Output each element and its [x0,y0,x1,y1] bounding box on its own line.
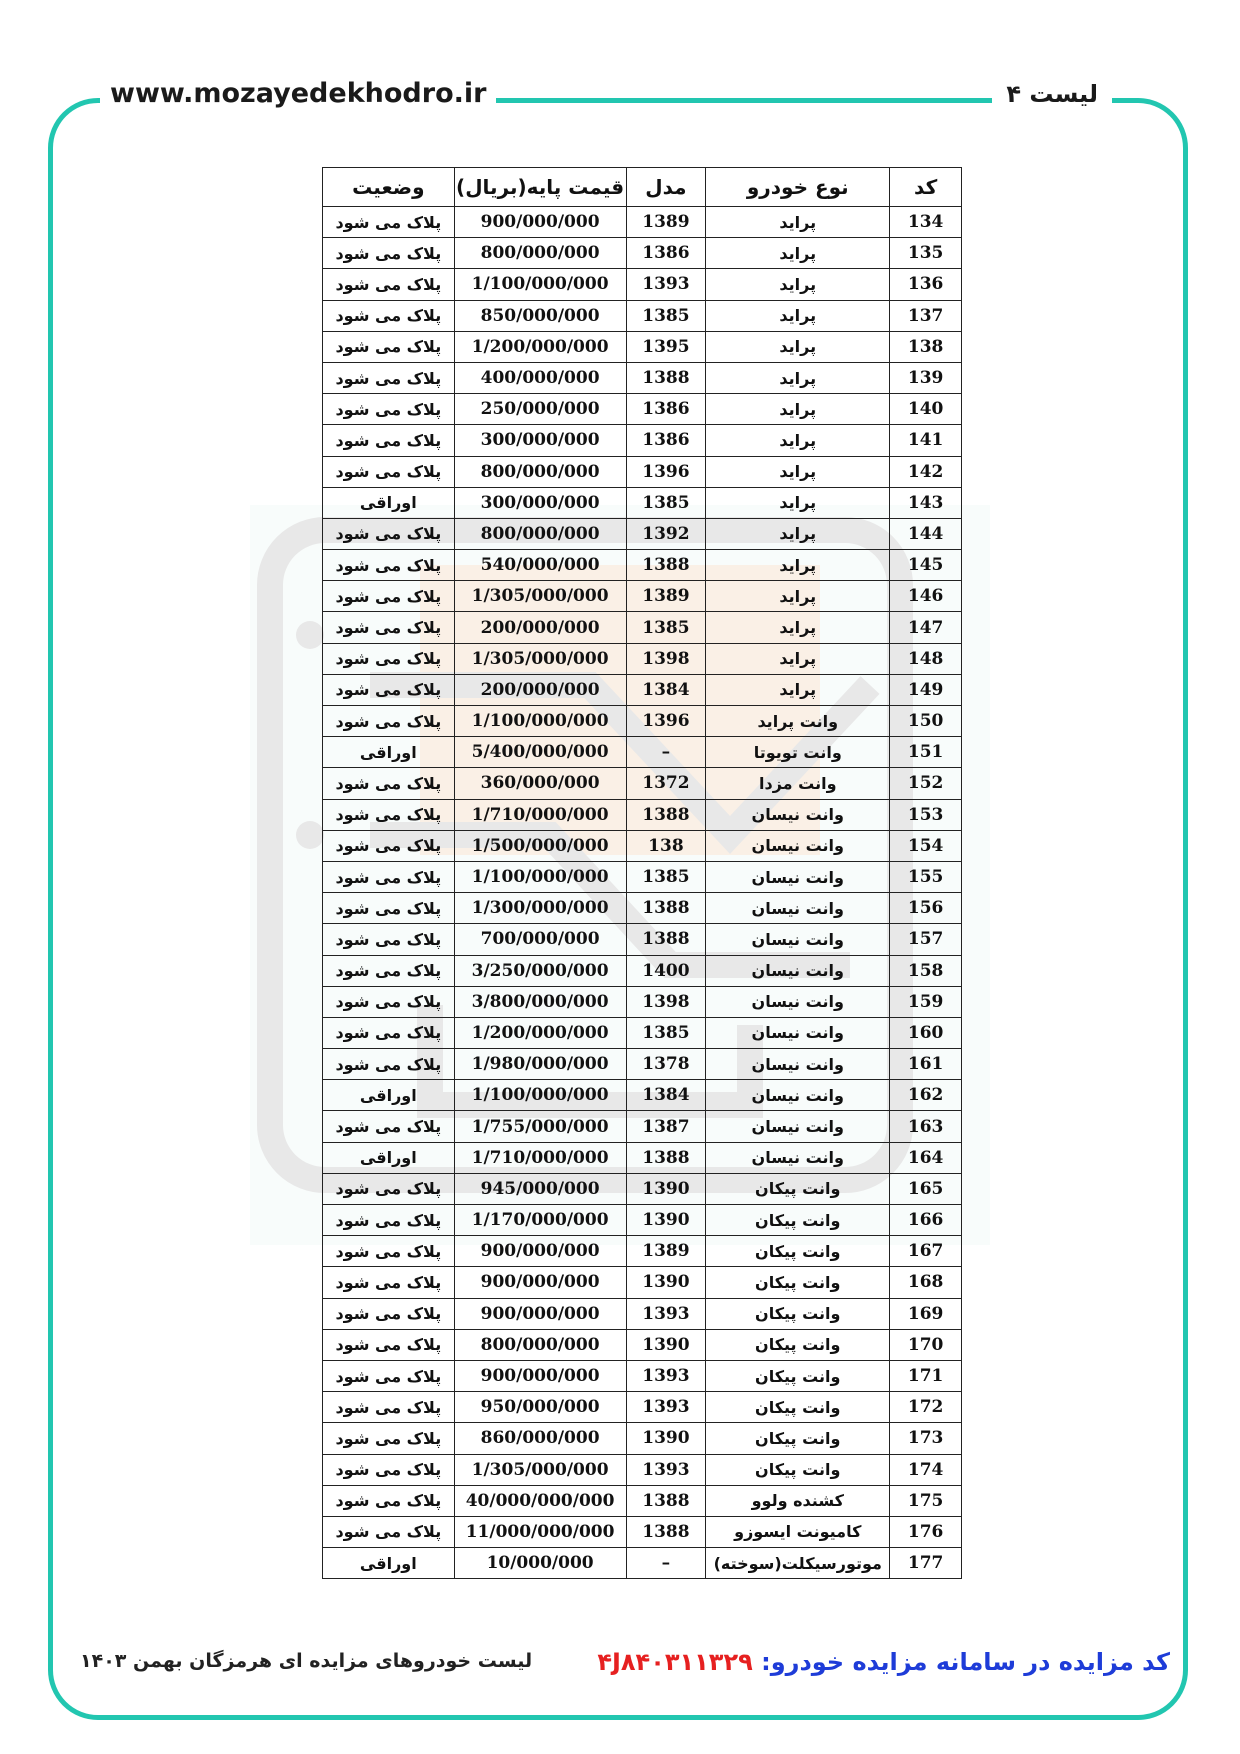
table-row [323,674,962,705]
row-code: 158 [890,955,962,986]
table-row [323,1329,962,1360]
row-car-type: وانت نیسان [706,924,890,955]
row-model: 1372 [626,768,706,799]
row-car-type: وانت پیکان [706,1392,890,1423]
row-code: 173 [890,1423,962,1454]
table-row [323,518,962,549]
row-status: اوراقی [323,1142,455,1173]
row-code: 169 [890,1298,962,1329]
table-row [323,1236,962,1267]
table-row [323,1485,962,1516]
table-row [323,1548,962,1579]
list-number-label: لیست ۴ [992,80,1112,108]
row-status: اوراقی [323,487,455,518]
row-code: 175 [890,1485,962,1516]
row-car-type: وانت پیکان [706,1423,890,1454]
table-row [323,1423,962,1454]
table-row [323,300,962,331]
row-model: 1390 [626,1423,706,1454]
table-row [323,643,962,674]
row-base-price: 1/100/000/000 [454,706,626,737]
row-car-type: پراید [706,612,890,643]
row-base-price: 1/755/000/000 [454,1111,626,1142]
row-model: 1388 [626,1485,706,1516]
row-car-type: وانت نیسان [706,1111,890,1142]
row-base-price: 900/000/000 [454,1298,626,1329]
row-model: 1385 [626,487,706,518]
row-code: 149 [890,674,962,705]
row-car-type: وانت نیسان [706,1049,890,1080]
row-car-type: کشنده ولوو [706,1485,890,1516]
row-base-price: 900/000/000 [454,1236,626,1267]
row-car-type: پراید [706,674,890,705]
row-model: 1386 [626,394,706,425]
row-car-type: وانت پیکان [706,1329,890,1360]
row-car-type: وانت پیکان [706,1205,890,1236]
row-code: 141 [890,425,962,456]
row-status: پلاک می شود [323,1049,455,1080]
table-row [323,1267,962,1298]
row-code: 135 [890,238,962,269]
row-status: پلاک می شود [323,1236,455,1267]
row-model: 1393 [626,1360,706,1391]
table-row [323,612,962,643]
row-car-type: وانت پیکان [706,1360,890,1391]
table-row [323,1360,962,1391]
row-base-price: 40/000/000/000 [454,1485,626,1516]
row-model: 1387 [626,1111,706,1142]
header-code: کد [890,168,962,207]
row-model: 1389 [626,581,706,612]
row-car-type: وانت نیسان [706,861,890,892]
row-base-price: 950/000/000 [454,1392,626,1423]
row-model: 1388 [626,362,706,393]
auction-code-value: ۴J۸۴۰۳۱۱۳۲۹ [597,1648,753,1676]
row-code: 140 [890,394,962,425]
row-base-price: 540/000/000 [454,550,626,581]
row-status: پلاک می شود [323,1360,455,1391]
row-car-type: موتورسیکلت(سوخته) [706,1548,890,1579]
row-car-type: وانت پیکان [706,1173,890,1204]
row-model: 1398 [626,643,706,674]
row-base-price: 3/800/000/000 [454,986,626,1017]
table-row [323,768,962,799]
list-caption: لیست خودروهای مزایده ای هرمزگان بهمن ۱۴۰۳ [80,1650,533,1672]
row-code: 145 [890,550,962,581]
row-model: 1390 [626,1267,706,1298]
row-car-type: پراید [706,456,890,487]
row-status: پلاک می شود [323,331,455,362]
row-code: 160 [890,1017,962,1048]
row-code: 143 [890,487,962,518]
row-code: 176 [890,1516,962,1547]
row-status: پلاک می شود [323,1392,455,1423]
row-base-price: 200/000/000 [454,674,626,705]
table-row [323,1049,962,1080]
row-car-type: وانت نیسان [706,986,890,1017]
row-base-price: 945/000/000 [454,1173,626,1204]
row-model: – [626,737,706,768]
row-code: 168 [890,1267,962,1298]
row-base-price: 360/000/000 [454,768,626,799]
table-row [323,1017,962,1048]
row-code: 166 [890,1205,962,1236]
row-base-price: 700/000/000 [454,924,626,955]
row-car-type: پراید [706,518,890,549]
row-model: 1384 [626,674,706,705]
row-base-price: 1/710/000/000 [454,1142,626,1173]
table-row [323,456,962,487]
row-model: 1390 [626,1329,706,1360]
row-status: پلاک می شود [323,1111,455,1142]
table-row [323,394,962,425]
row-status: پلاک می شود [323,1298,455,1329]
table-row [323,893,962,924]
row-car-type: وانت نیسان [706,1142,890,1173]
table-row [323,207,962,238]
row-code: 163 [890,1111,962,1142]
row-code: 171 [890,1360,962,1391]
row-code: 162 [890,1080,962,1111]
row-status: پلاک می شود [323,1017,455,1048]
row-model: 1393 [626,1298,706,1329]
row-model: 1384 [626,1080,706,1111]
row-code: 134 [890,207,962,238]
row-status: پلاک می شود [323,799,455,830]
row-status: پلاک می شود [323,207,455,238]
row-status: پلاک می شود [323,1423,455,1454]
row-code: 159 [890,986,962,1017]
row-code: 157 [890,924,962,955]
row-model: 1378 [626,1049,706,1080]
row-code: 172 [890,1392,962,1423]
row-car-type: پراید [706,362,890,393]
table-header-row [323,168,962,207]
row-base-price: 1/980/000/000 [454,1049,626,1080]
row-car-type: وانت نیسان [706,1080,890,1111]
row-status: پلاک می شود [323,830,455,861]
row-status: پلاک می شود [323,706,455,737]
row-base-price: 1/200/000/000 [454,1017,626,1048]
header-car-type: نوع خودرو [706,168,890,207]
row-model: 1386 [626,425,706,456]
row-car-type: وانت نیسان [706,955,890,986]
table-row [323,362,962,393]
row-car-type: پراید [706,487,890,518]
header-status: وضعیت [323,168,455,207]
row-car-type: پراید [706,550,890,581]
row-status: پلاک می شود [323,1267,455,1298]
table-row [323,1392,962,1423]
website-url[interactable]: www.mozayedekhodro.ir [100,78,496,109]
row-car-type: پراید [706,394,890,425]
row-code: 147 [890,612,962,643]
row-code: 156 [890,893,962,924]
row-code: 155 [890,861,962,892]
row-model: 1390 [626,1173,706,1204]
row-base-price: 1/305/000/000 [454,1454,626,1485]
row-model: 1388 [626,1516,706,1547]
table-row [323,955,962,986]
row-car-type: وانت نیسان [706,830,890,861]
car-list-table [322,167,962,1579]
row-base-price: 10/000/000 [454,1548,626,1579]
row-base-price: 1/100/000/000 [454,861,626,892]
row-status: پلاک می شود [323,986,455,1017]
row-model: 1390 [626,1205,706,1236]
row-base-price: 1/170/000/000 [454,1205,626,1236]
row-car-type: پراید [706,331,890,362]
row-model: – [626,1548,706,1579]
row-status: اوراقی [323,737,455,768]
row-model: 138 [626,830,706,861]
row-model: 1393 [626,1392,706,1423]
row-code: 142 [890,456,962,487]
table-row [323,830,962,861]
row-code: 170 [890,1329,962,1360]
row-status: پلاک می شود [323,362,455,393]
row-car-type: وانت تویوتا [706,737,890,768]
table-row [323,487,962,518]
table-row [323,425,962,456]
row-code: 153 [890,799,962,830]
row-car-type: پراید [706,269,890,300]
table-row [323,986,962,1017]
row-base-price: 1/500/000/000 [454,830,626,861]
row-model: 1398 [626,986,706,1017]
row-car-type: وانت نیسان [706,893,890,924]
row-model: 1395 [626,331,706,362]
row-code: 138 [890,331,962,362]
table-row [323,799,962,830]
row-status: پلاک می شود [323,612,455,643]
row-model: 1392 [626,518,706,549]
row-car-type: پراید [706,581,890,612]
row-base-price: 5/400/000/000 [454,737,626,768]
row-status: پلاک می شود [323,768,455,799]
row-model: 1385 [626,1017,706,1048]
row-code: 146 [890,581,962,612]
row-model: 1385 [626,612,706,643]
row-status: پلاک می شود [323,861,455,892]
row-base-price: 800/000/000 [454,518,626,549]
row-base-price: 11/000/000/000 [454,1516,626,1547]
header-base-price: قیمت پایه(بریال) [454,168,626,207]
table-row [323,581,962,612]
row-code: 137 [890,300,962,331]
row-status: پلاک می شود [323,893,455,924]
row-base-price: 800/000/000 [454,238,626,269]
row-status: پلاک می شود [323,1173,455,1204]
row-car-type: وانت پیکان [706,1267,890,1298]
row-base-price: 1/300/000/000 [454,893,626,924]
row-base-price: 400/000/000 [454,362,626,393]
row-status: پلاک می شود [323,643,455,674]
row-code: 148 [890,643,962,674]
row-car-type: وانت پراید [706,706,890,737]
row-status: پلاک می شود [323,550,455,581]
row-status: پلاک می شود [323,300,455,331]
row-base-price: 250/000/000 [454,394,626,425]
auction-code-line [597,1648,1170,1676]
row-car-type: وانت پیکان [706,1236,890,1267]
row-base-price: 3/250/000/000 [454,955,626,986]
table-row [323,706,962,737]
row-base-price: 1/710/000/000 [454,799,626,830]
row-code: 152 [890,768,962,799]
table-row [323,269,962,300]
row-status: پلاک می شود [323,394,455,425]
row-car-type: کامیونت ایسوزو [706,1516,890,1547]
row-code: 151 [890,737,962,768]
row-car-type: پراید [706,207,890,238]
row-model: 1389 [626,1236,706,1267]
row-base-price: 900/000/000 [454,1267,626,1298]
row-status: پلاک می شود [323,269,455,300]
row-status: پلاک می شود [323,1485,455,1516]
row-base-price: 1/200/000/000 [454,331,626,362]
row-model: 1388 [626,893,706,924]
row-base-price: 900/000/000 [454,207,626,238]
row-base-price: 800/000/000 [454,456,626,487]
table-row [323,924,962,955]
row-status: پلاک می شود [323,1329,455,1360]
row-model: 1388 [626,550,706,581]
row-model: 1393 [626,1454,706,1485]
table-row [323,238,962,269]
row-base-price: 300/000/000 [454,487,626,518]
row-status: پلاک می شود [323,674,455,705]
row-base-price: 1/305/000/000 [454,581,626,612]
row-model: 1400 [626,955,706,986]
row-code: 154 [890,830,962,861]
row-base-price: 1/100/000/000 [454,269,626,300]
row-car-type: وانت نیسان [706,1017,890,1048]
row-car-type: وانت مزدا [706,768,890,799]
table-row [323,861,962,892]
row-status: اوراقی [323,1548,455,1579]
row-status: پلاک می شود [323,924,455,955]
row-model: 1393 [626,269,706,300]
row-model: 1396 [626,706,706,737]
row-code: 144 [890,518,962,549]
row-base-price: 1/305/000/000 [454,643,626,674]
table-row [323,1454,962,1485]
row-status: پلاک می شود [323,456,455,487]
header-model: مدل [626,168,706,207]
table-row [323,550,962,581]
row-status: اوراقی [323,1080,455,1111]
row-base-price: 900/000/000 [454,1360,626,1391]
row-car-type: وانت پیکان [706,1454,890,1485]
row-base-price: 850/000/000 [454,300,626,331]
row-code: 150 [890,706,962,737]
row-code: 165 [890,1173,962,1204]
row-car-type: پراید [706,238,890,269]
row-car-type: پراید [706,643,890,674]
table-row [323,1298,962,1329]
table-row [323,1080,962,1111]
row-status: پلاک می شود [323,238,455,269]
table-row [323,1111,962,1142]
row-code: 164 [890,1142,962,1173]
row-status: پلاک می شود [323,1516,455,1547]
row-base-price: 300/000/000 [454,425,626,456]
row-code: 136 [890,269,962,300]
row-base-price: 1/100/000/000 [454,1080,626,1111]
row-model: 1388 [626,924,706,955]
row-status: پلاک می شود [323,1205,455,1236]
row-base-price: 860/000/000 [454,1423,626,1454]
auction-code-label: کد مزایده در سامانه مزایده خودرو: [761,1648,1170,1676]
table-row [323,331,962,362]
row-code: 177 [890,1548,962,1579]
row-status: پلاک می شود [323,425,455,456]
row-model: 1386 [626,238,706,269]
row-car-type: وانت پیکان [706,1298,890,1329]
row-model: 1388 [626,1142,706,1173]
row-status: پلاک می شود [323,518,455,549]
row-code: 167 [890,1236,962,1267]
table-row [323,1173,962,1204]
table-row [323,737,962,768]
row-car-type: پراید [706,425,890,456]
row-code: 174 [890,1454,962,1485]
row-status: پلاک می شود [323,581,455,612]
row-model: 1385 [626,300,706,331]
row-model: 1396 [626,456,706,487]
table-row [323,1205,962,1236]
row-model: 1389 [626,207,706,238]
row-status: پلاک می شود [323,955,455,986]
row-model: 1385 [626,861,706,892]
table-row [323,1516,962,1547]
row-base-price: 800/000/000 [454,1329,626,1360]
row-code: 139 [890,362,962,393]
row-code: 161 [890,1049,962,1080]
row-car-type: پراید [706,300,890,331]
row-status: پلاک می شود [323,1454,455,1485]
row-model: 1388 [626,799,706,830]
row-base-price: 200/000/000 [454,612,626,643]
row-car-type: وانت نیسان [706,799,890,830]
table-row [323,1142,962,1173]
